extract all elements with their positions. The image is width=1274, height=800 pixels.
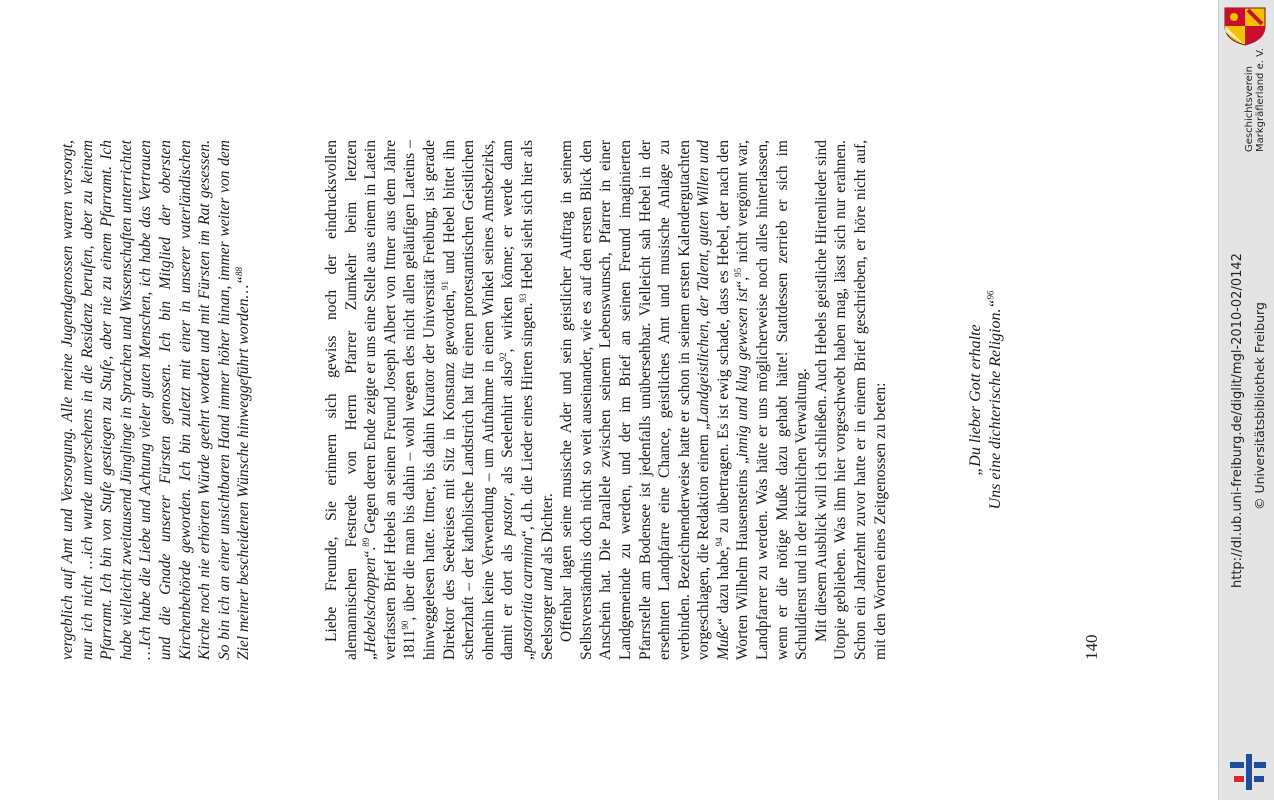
footnote-ref-92: 92	[498, 352, 509, 362]
poem-line-1: „Du lieber Gott erhalte	[967, 324, 984, 476]
poem-line-2	[986, 140, 1006, 660]
footnote-ref-96: 96	[985, 290, 996, 300]
coat-of-arms-icon	[1222, 6, 1268, 46]
footnote-ref-95: 95	[733, 267, 744, 277]
text-run: Mit diesem Ausblick will ich schließen. Auch Hebels geistliche Hirtenlieder sind Utopie geblieben. Was ihm hier vorgeschwebt haben mag, lässt sich nur erahnen. Schon ein Jahrzehnt zuvor hatte er in einem Brief geschrieben, er höre nicht auf, mit den Worten eines Zeitgenossen zu beten:	[812, 140, 889, 660]
permalink-url[interactable]: http://dl.ub.uni-freiburg.de/diglit/mgl-2010-02/0142	[1230, 253, 1245, 588]
text-run: Liebe Freunde, Sie erinnern sich gewiss noch der eindrucksvollen alemannischen Festrede von Herrn Pfarrer Zumkehr beim letzten „	[323, 140, 380, 660]
text-run-italic: Hebelschoppen	[362, 557, 380, 654]
copyright-notice: © Universitätsbibliothek Freiburg	[1252, 302, 1267, 510]
poem-line-2-text: Uns eine dichterische Religion.“	[987, 299, 1004, 510]
text-run: zu übertragen. Es ist ewig schade, dass es Hebel, der nach den Worten Wilhelm Hausensteins „	[714, 139, 752, 660]
text-run-italic: pastor	[499, 496, 517, 536]
text-run: nicht vergönnt war, Landpfarrer zu werden. Was hätte er uns möglicherweise noch alles hinterlassen, wenn er die nötige Muße dazu gehabt hätte! Stattdessen zerrieb er sich im Schuldienst und in der kirchlichen Verwaltung.	[734, 140, 811, 660]
body-paragraphs	[322, 140, 890, 660]
text-run: Offenbar lagen seine musische Ader und sein geistlicher Auftrag in seinem Selbstverständnis doch nicht so weit auseinander, wie es auf den ersten Blick den Anschein hat. Die Parallele zwischen seinem Lebenswunsch, Pfarrer in einer Landgemeinde zu werden, und der im Brief an seinen Freund imaginierten Pfarrstelle am Bodensee ist jedenfalls unübersehbar. Vielleicht sah Hebel in der ersehnten Landpfarre eine Chance, geistliches Amt und musische Anlage zu verbinden. Bezeichnenderweise hatte er schon in seinem ersten Kalendergutachten vorgeschlagen, die Redaktion einem „	[558, 140, 713, 660]
footnote-ref-93: 93	[517, 293, 528, 303]
text-run: , über die man bis dahin – wohl wegen des nicht allen geläufigen Lateins – hinweggelesen hatte. Ittner, bis dahin Kurator der Universität Freiburg, ist gerade Direktor des Seekreises mit Sitz in Konstanz geworden,	[401, 140, 458, 660]
footnote-ref-90: 90	[400, 620, 411, 630]
footnote-ref-91: 91	[439, 281, 450, 291]
text-run: Gegen deren Ende zeigte er uns eine Stelle aus einem in Latein verfassten Brief Hebels an seinen Freund Joseph Albert von Ittner aus dem Jahre 1811	[362, 140, 419, 660]
text-run-italic: innig und klug gewesen ist	[734, 287, 752, 458]
footnote-ref-88: 88	[234, 267, 245, 277]
poem-quote	[966, 140, 1006, 660]
footnote-ref-94: 94	[713, 537, 724, 547]
text-run-italic: Landgeistlichen, der Talent, guten Willen und Muße	[695, 140, 732, 660]
text-run: , als Seelenhirt also	[499, 361, 517, 497]
quote-paragraph	[58, 140, 254, 660]
text-run: Hebel sieht sich hier als Seelsorger	[518, 140, 556, 660]
footnote-ref-89: 89	[361, 537, 372, 547]
society-name-line-1: Geschichtsverein	[1244, 66, 1255, 152]
ub-freiburg-logo-icon	[1226, 752, 1268, 792]
page-number: 140	[1082, 634, 1101, 660]
text-run: als Dichter.	[538, 493, 556, 568]
quote-text: vergeblich auf Amt und Versorgung. Alle meine Jugendgenossen waren versorgt, nur ich nicht …ich wurde unversehens in die Residenz berufen, aber zu keinem Pfarramt. Ich bin von Stufe gestiegen zu Stufe, aber nie zu einem Pfarramt. Ich habe vielleicht zweitausend Jünglinge in Sprachen und Wissenschaften unterrichtet …Ich habe die Liebe und Achtung vieler guten Menschen, ich habe das Vertrauen und die Gnade unserer Fürsten genossen. Ich bin Mitglied der obersten Kirchenbehörde geworden. Ich bin zuletzt mit einer in unserer vaterländischen Kirche noch nie erhörten Würde geehrt worden und mit Fürsten im Rat gesessen. So bin ich an einer unsichtbaren Hand immer höher hinan, immer weiter von dem Ziel meiner bescheidenen Wünsche hinweggeführt worden…“	[59, 140, 253, 660]
text-run-italic: und	[538, 567, 556, 591]
text-run-italic: pastoritia carmina	[518, 536, 536, 654]
text-run: “,	[734, 276, 752, 288]
paragraph-festrede	[322, 140, 557, 660]
paragraph-ausblick	[812, 140, 890, 660]
text-run: “ dazu habe,	[714, 546, 732, 625]
text-run: “.	[362, 546, 380, 558]
paragraph-offenbar	[557, 140, 812, 660]
text-run: und Hebel bittet ihn scherzhaft – der katholische Landstrich hat für einen protestantischen Geistlichen ohnehin keine Verwendung – um Aufnahme in einen Winkel seines Amtsbezirks, damit er dort als	[440, 139, 517, 660]
text-run: “, d.h. die Lieder eines Hirten singen.	[518, 302, 536, 537]
text-run: , wirken könne; er werde dann „	[499, 139, 536, 660]
society-name-line-2: Markgräflerland e. V.	[1255, 48, 1266, 152]
